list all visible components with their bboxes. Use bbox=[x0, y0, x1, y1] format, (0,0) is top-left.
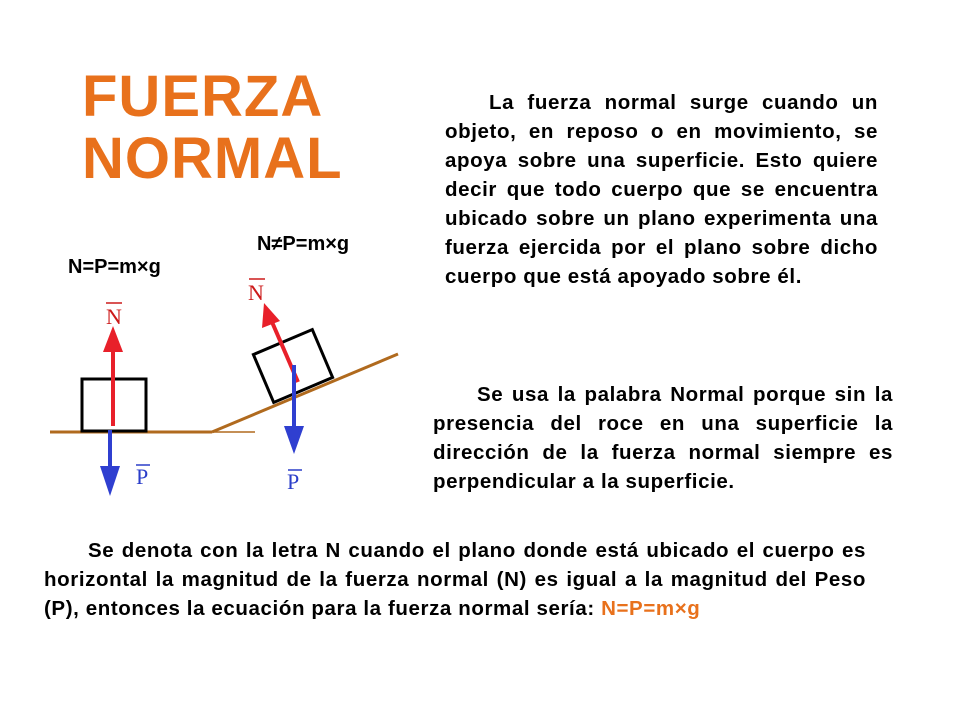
inline-formula: N=P=m×g bbox=[601, 597, 701, 620]
paragraph-notation-text: Se denota con la letra N cuando el plano donde está ubicado el cuerpo es horizontal la magnitud de la fuerza normal (N) es igual a la magnitud del Peso (P), entonces la ecuación para la fuerza normal sería: bbox=[44, 539, 866, 620]
force-diagram bbox=[40, 270, 410, 510]
paragraph-definition bbox=[445, 88, 878, 291]
incline-equation: N≠P=m×g bbox=[257, 233, 350, 255]
flat-normal-arrowhead bbox=[103, 326, 123, 352]
incline-normal-label: N bbox=[248, 280, 264, 305]
flat-normal-label: N bbox=[106, 304, 122, 329]
incline-weight-label: P bbox=[287, 469, 300, 494]
flat-weight-arrowhead bbox=[100, 466, 120, 496]
paragraph-definition-text: La fuerza normal surge cuando un objeto, en reposo o en movimiento, se apoya sobre una superficie. Esto quiere decir que todo cuerpo que se encuentra ubicado sobre un plano experimenta una fuerza ejercida por el plano sobre dicho cuerpo que está apoyado sobre él. bbox=[445, 91, 878, 288]
incline-weight-arrowhead bbox=[284, 426, 304, 454]
flat-equation: N=P=m×g bbox=[68, 256, 161, 278]
flat-weight-label: P bbox=[136, 464, 149, 489]
incline-normal-arrowhead bbox=[262, 303, 280, 328]
title-line-1: FUERZA bbox=[82, 64, 324, 129]
page-title bbox=[82, 66, 402, 190]
paragraph-notation bbox=[44, 536, 866, 623]
paragraph-normal-word-text: Se usa la palabra Normal porque sin la presencia del roce en una superficie la dirección de la fuerza normal siempre es perpendicular a la superficie. bbox=[433, 383, 893, 493]
paragraph-normal-word bbox=[433, 380, 893, 496]
title-line-2: NORMAL bbox=[82, 126, 343, 191]
